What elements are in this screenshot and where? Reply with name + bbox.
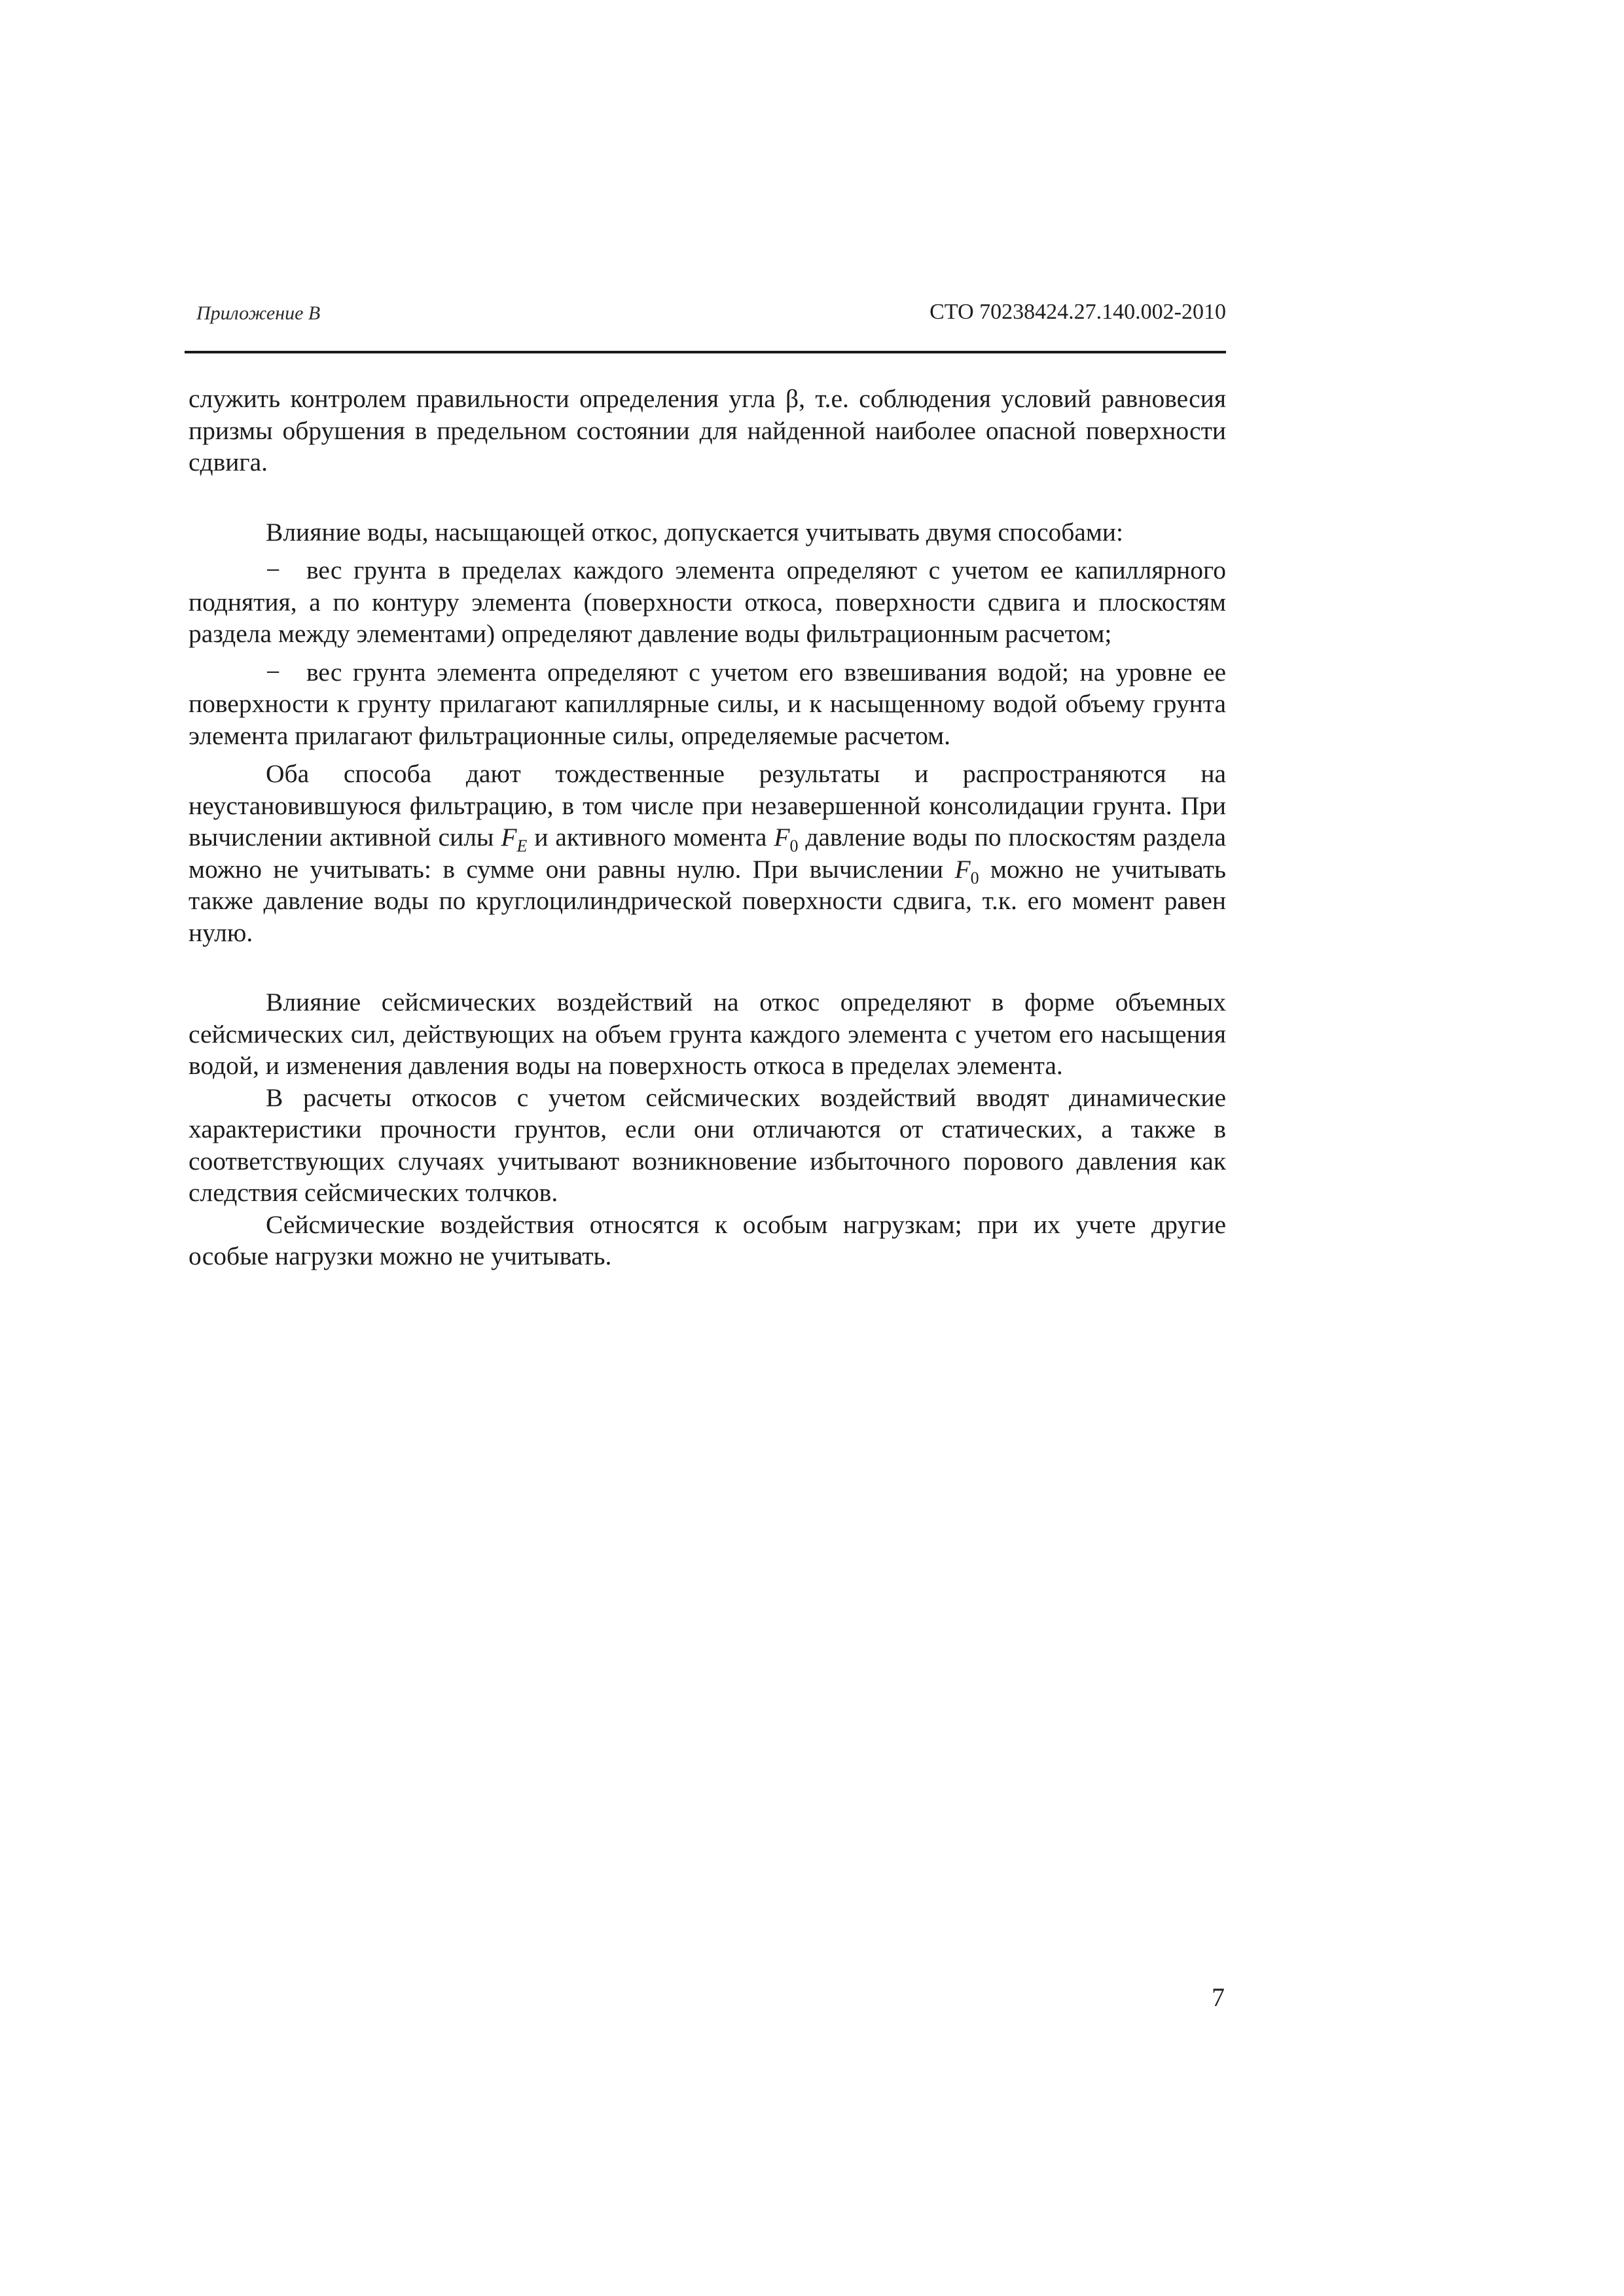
symbol-active-moment: $F_0$: [954, 854, 979, 888]
spacer: [189, 751, 1226, 758]
list-item: [189, 656, 1226, 752]
header-divider: [185, 351, 1226, 353]
paragraph-special-loads: Сейсмические воздействия относятся к особым нагрузкам; при их учете другие особые нагрузки можно не учитывать.: [189, 1210, 1226, 1270]
paragraph-seismic-influence: Влияние сейсмических воздействий на откос определяют в форме объемных сейсмических сил, действующих на объем грунта каждого элемента с учетом его насыщения водой, и изменения давления воды на поверхность откоса в пределах элемента.: [189, 988, 1226, 1080]
paragraph-methods: [189, 758, 1226, 948]
paragraph-continuation: служить контролем правильности определения угла β, т.е. соблюдения условий равновесия призмы обрушения в предельном состоянии для найденной наиболее опасной поверхности сдвига.: [189, 384, 1226, 476]
spacer: [189, 650, 1226, 656]
symbol-active-force: $F_E$: [501, 823, 528, 855]
list-dash: −: [266, 657, 281, 687]
text-run: давление воды по плоскостям раздела можно не учитывать: в сумме они равны нулю. При вычислении: [189, 823, 1226, 884]
page-number: 7: [1212, 1982, 1225, 2012]
list-item: [189, 554, 1226, 650]
main-text: [189, 383, 1226, 1272]
spacer: [189, 548, 1226, 554]
spacer: [189, 948, 1226, 986]
text-run: и активного момента: [527, 823, 774, 852]
list-item-text: вес грунта в пределах каждого элемента определяют с учетом ее капиллярного поднятия, а по контуру элемента (поверхности откоса, поверхности сдвига и плоскостям раздела между элементами) определяют давление воды фильтрационным расчетом;: [189, 556, 1226, 648]
appendix-label: Приложение В: [196, 302, 321, 324]
text-run: Оба способа дают тождественные результаты и распространяются на неустановившуюся фильтрацию, в том числе при незавершенной консолидации грунта. При вычислении активной силы: [189, 759, 1226, 852]
spacer: [189, 478, 1226, 516]
symbol-active-moment: $F_0$: [774, 823, 799, 855]
paragraph-water-influence: Влияние воды, насыщающей откос, допускается учитывать двумя способами:: [266, 517, 1123, 547]
paragraph-seismic-calculation: В расчеты откосов с учетом сейсмических воздействий вводят динамические характеристики прочности грунтов, если они отличаются от статических, а также в соответствующих случаях учитывают возникновение избыточного порового давления как следствия сейсмических толчков.: [189, 1083, 1226, 1207]
text-run: можно не учитывать также давление воды по круглоцилиндрической поверхности сдвига, т.к. его момент равен нулю.: [189, 854, 1226, 947]
list-dash: −: [266, 556, 281, 584]
list-item-text: вес грунта элемента определяют с учетом его взвешивания водой; на уровне ее поверхности к грунту прилагают капиллярные силы, и к насыщенному водой объему грунта элемента прилагают фильтрационные силы, определяемые расчетом.: [189, 657, 1226, 750]
document-code: СТО 70238424.27.140.002-2010: [929, 300, 1226, 324]
